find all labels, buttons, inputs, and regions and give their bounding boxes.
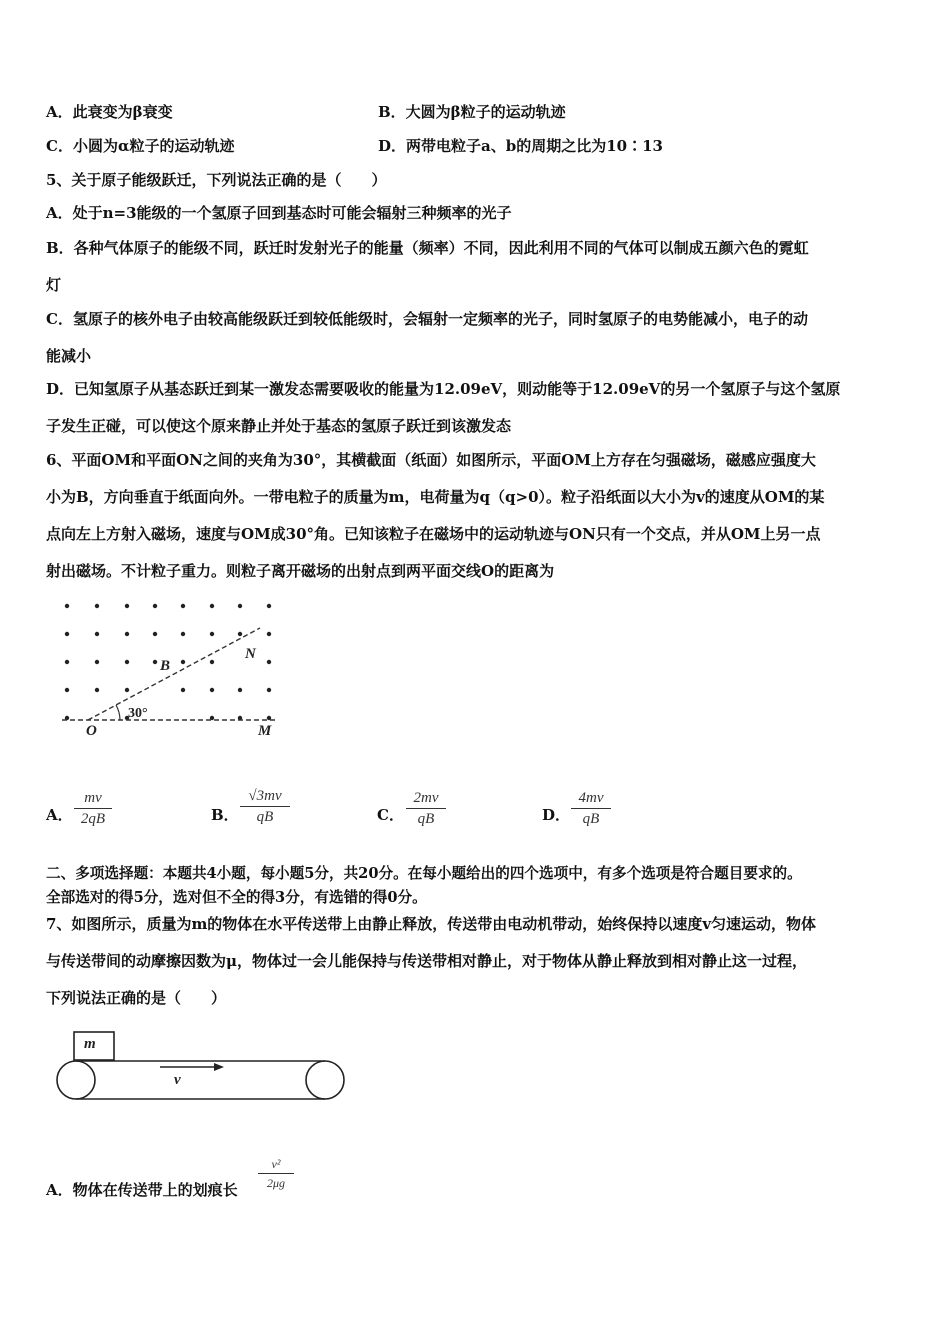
right-roller: [306, 1061, 344, 1099]
q4-option-d: D．两带电粒子a、b的周期之比为10∶13: [378, 137, 663, 155]
point-o-label: O: [86, 723, 97, 739]
q6-option-a-fraction: [74, 788, 112, 829]
q6-option-c-letter: C．: [377, 806, 404, 824]
section2-heading-line2: 全部选对的得5分，选对但不全的得3分，有选错的得0分。: [46, 889, 427, 906]
plane-on-line: [88, 628, 260, 720]
q5-option-d-line2: 子发生正碰，可以使这个原来静止并处于基态的氢原子跃迁到该激发态: [46, 417, 512, 435]
q5-option-c-line1: C．氢原子的核外电子由较高能级跃迁到较低能级时，会辐射一定频率的光子，同时氢原子的电势能减小，电子的动: [46, 310, 808, 328]
q6-stem-line4: 射出磁场。不计粒子重力。则粒子离开磁场的出射点到两平面交线O的距离为: [46, 562, 555, 580]
q6-stem-line3: 点向左上方射入磁场，速度与OM成30°角。已知该粒子在磁场中的运动轨迹与ON只有一个交点，并从OM上另一点: [46, 525, 821, 543]
point-n-label: N: [245, 646, 256, 662]
q7-stem-line2: 与传送带间的动摩擦因数为μ，物体过一会儿能保持与传送带相对静止，对于物体从静止释放到相对静止这一过程，: [46, 952, 807, 970]
block-m-label: m: [84, 1036, 96, 1052]
q7-option-a-den: 2μg: [266, 1176, 286, 1190]
q6-option-a-den: 2qB: [80, 811, 106, 827]
q7-option-a-fraction: [258, 1155, 294, 1192]
q7-option-a-text: A．物体在传送带上的划痕长: [46, 1181, 238, 1199]
q5-option-d-line1: D．已知氢原子从基态跃迁到某一激发态需要吸收的能量为12.09eV，则动能等于12.09eV的另一个氢原子与这个氢原: [46, 380, 841, 398]
angle-arc: [116, 705, 120, 720]
q6-option-d-letter: D．: [542, 806, 571, 824]
q6-option-a-num: mv: [74, 788, 112, 809]
q6-option-b-num: √3mv: [240, 786, 290, 807]
q5-stem: 5、关于原子能级跃迁，下列说法正确的是（ ）: [46, 171, 387, 189]
q7-option-a-num: v²: [258, 1155, 294, 1174]
q6-option-b-letter: B．: [211, 806, 239, 824]
velocity-v-label: v: [174, 1072, 181, 1088]
q5-option-c-line2: 能减小: [46, 347, 92, 365]
q6-stem-line2: 小为B，方向垂直于纸面向外。一带电粒子的质量为m，电荷量为q（q>0）。粒子沿纸面以大小为v的速度从OM的某: [46, 488, 825, 506]
q6-option-c-fraction: [406, 788, 446, 829]
q6-option-c-num: 2mv: [406, 788, 446, 809]
q6-option-b-fraction: [240, 786, 290, 827]
q6-option-d-fraction: [571, 788, 611, 829]
q6-option-b-den: qB: [256, 809, 274, 825]
q6-option-d-num: 4mv: [571, 788, 611, 809]
section2-heading-line1: 二、多项选择题：本题共4小题，每小题5分，共20分。在每小题给出的四个选项中，有多个选项是符合题目要求的。: [46, 865, 802, 882]
q6-stem-line1: 6、平面OM和平面ON之间的夹角为30°，其横截面（纸面）如图所示，平面OM上方存在匀强磁场，磁感应强度大: [46, 451, 816, 469]
q4-option-a: A．此衰变为β衰变: [46, 103, 173, 121]
left-roller: [57, 1061, 95, 1099]
point-b-label: B: [160, 658, 171, 674]
q5-option-a: A．处于n=3能级的一个氢原子回到基态时可能会辐射三种频率的光子: [46, 204, 512, 222]
q7-stem-line1: 7、如图所示，质量为m的物体在水平传送带上由静止释放，传送带由电动机带动，始终保持以速度v匀速运动，物体: [46, 915, 817, 933]
point-m-label: M: [258, 723, 272, 739]
q6-option-a-letter: A．: [46, 806, 73, 824]
q5-option-b-line2: 灯: [46, 276, 62, 294]
q4-option-b: B．大圆为β粒子的运动轨迹: [378, 103, 566, 121]
q7-stem-line3: 下列说法正确的是（ ）: [46, 989, 227, 1007]
velocity-arrow-head: [214, 1063, 224, 1071]
angle-label: 30°: [128, 706, 148, 721]
q6-option-c-den: qB: [417, 811, 435, 827]
q5-option-b-line1: B．各种气体原子的能级不同，跃迁时发射光子的能量（频率）不同，因此利用不同的气体可以制成五颜六色的霓虹: [46, 239, 809, 257]
q4-option-c: C．小圆为α粒子的运动轨迹: [46, 137, 235, 155]
q7-conveyor-belt-figure: [52, 1030, 352, 1106]
q6-option-d-den: qB: [582, 811, 600, 827]
